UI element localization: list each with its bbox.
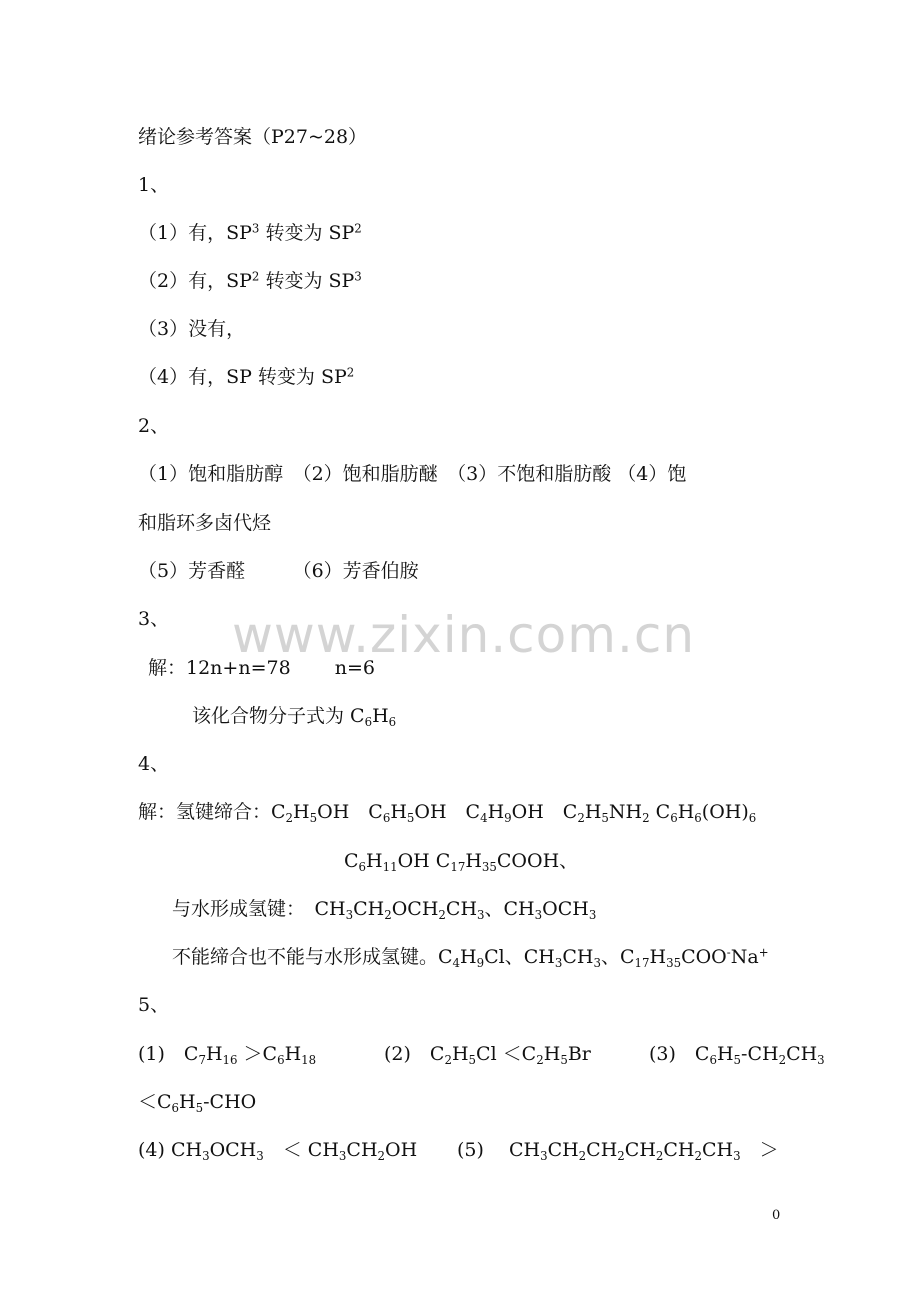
q5-part-2: (2) $C_2H_5Cl <C_2H_5Br$ (384, 1043, 591, 1067)
q3-formula: 该化合物分子式为 $C_6H_6$ (192, 705, 397, 729)
q4-line-2: $C_6H_{11}OH$ $C_{17}H_{35}COOH$、 (344, 850, 579, 874)
q2-line-3: （5）芳香醛 （6）芳香伯胺 (138, 560, 419, 582)
q3-solution: 解：12n+n=78 n=6 (148, 657, 375, 679)
q2-number: 2、 (138, 415, 170, 437)
q4-line-4: 不能缔合也不能与水形成氢键。$C_4H_9Cl$、$CH_3CH_3$、$C_{17}H_{35}COO^-Na^+$ (172, 945, 769, 970)
q5-part-1: (1) $C_7H_{16} >C_6H_{18}$ (138, 1043, 317, 1067)
q1-item-2: （2）有，$SP^2$ 转变为 $SP^3$ (138, 269, 362, 292)
q5-part-3: (3) $C_6H_5-CH_2CH_3$ (649, 1043, 825, 1067)
q4-line-1: 解：氢键缔合：$C_2H_5OH$ $C_6H_5OH$ $C_4H_9OH$ $C_2H_5NH_2$ $C_6H_6(OH)_6$ (138, 801, 757, 825)
q1-item-1: （1）有，$SP^3$ 转变为 $SP^2$ (138, 221, 362, 244)
q5-part-5: (5) $CH_3CH_2CH_2CH_2CH_2CH_3$ ＞ (457, 1139, 779, 1163)
q2-line-2: 和脂环多卤代烃 (138, 512, 272, 534)
q3-number: 3、 (138, 608, 170, 630)
q5-part-3-continued: $<C_6H_5$-CHO (138, 1091, 257, 1115)
q1-item-3: （3）没有， (138, 318, 246, 340)
q5-number: 5、 (138, 994, 170, 1016)
q5-part-4: (4) $CH_3OCH_3$ ＜ $CH_3CH_2OH$ (138, 1139, 418, 1163)
page-number: 0 (772, 1208, 781, 1223)
q4-number: 4、 (138, 753, 170, 775)
q1-number: 1、 (138, 174, 170, 196)
q4-line-3: 与水形成氢键： $CH_3CH_2OCH_2CH_3$、$CH_3OCH_3$ (172, 898, 597, 922)
q1-item-4: （4）有，SP 转变为 $SP^2$ (138, 365, 355, 388)
watermark: www.zixin.com.cn (232, 606, 696, 664)
q2-line-1: （1）饱和脂肪醇 （2）饱和脂肪醚 （3）不饱和脂肪酸 （4）饱 (138, 463, 687, 485)
page-title: 绪论参考答案（P27~28） (138, 126, 368, 148)
